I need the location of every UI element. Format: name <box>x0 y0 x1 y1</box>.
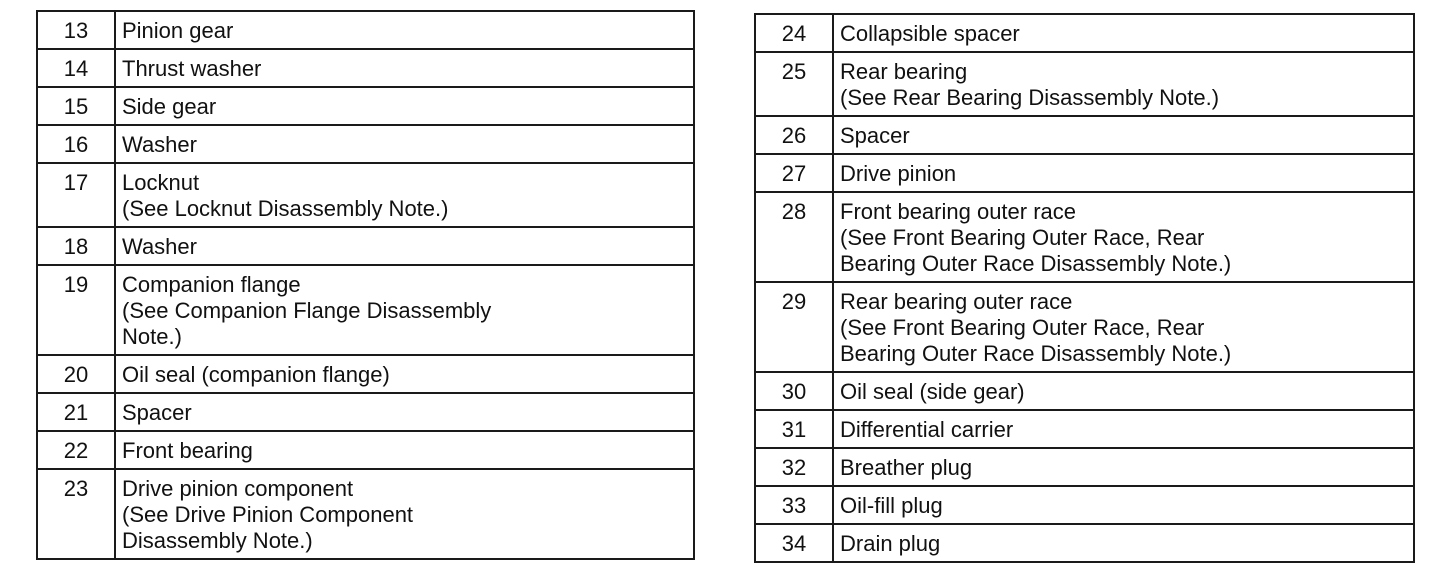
table-row <box>37 469 694 559</box>
part-description <box>115 469 694 559</box>
part-note-line: (See Front Bearing Outer Race, Rear <box>840 315 1205 340</box>
table-row <box>755 154 1414 192</box>
part-description <box>833 154 1414 192</box>
part-description <box>115 87 694 125</box>
part-note-line: (See Locknut Disassembly Note.) <box>122 196 449 221</box>
part-number: 26 <box>755 116 833 154</box>
table-row <box>755 52 1414 116</box>
part-number: 28 <box>755 192 833 282</box>
part-number: 30 <box>755 372 833 410</box>
part-name: Companion flange <box>122 272 301 297</box>
table-row <box>37 393 694 431</box>
table-row <box>37 227 694 265</box>
part-description <box>833 282 1414 372</box>
part-note-line: (See Drive Pinion Component <box>122 502 414 527</box>
part-number: 13 <box>37 11 115 49</box>
part-note-line: Note.) <box>122 324 182 349</box>
part-number: 17 <box>37 163 115 227</box>
part-description <box>115 227 694 265</box>
table-row <box>37 49 694 87</box>
part-number: 23 <box>37 469 115 559</box>
table-row <box>37 87 694 125</box>
part-number: 29 <box>755 282 833 372</box>
part-name: Oil-fill plug <box>840 493 943 518</box>
table-row <box>37 265 694 355</box>
part-name: Locknut <box>122 170 200 195</box>
part-description <box>115 393 694 431</box>
part-note-line: Disassembly Note.) <box>122 528 313 553</box>
part-number: 16 <box>37 125 115 163</box>
part-number: 19 <box>37 265 115 355</box>
part-name: Drain plug <box>840 531 941 556</box>
table-row <box>755 486 1414 524</box>
part-description <box>833 524 1414 562</box>
part-name: Spacer <box>840 123 910 148</box>
part-number: 18 <box>37 227 115 265</box>
table-row <box>37 431 694 469</box>
part-description <box>115 11 694 49</box>
table-row <box>755 410 1414 448</box>
table-row <box>755 14 1414 52</box>
part-number: 33 <box>755 486 833 524</box>
part-note-line: Bearing Outer Race Disassembly Note.) <box>840 341 1232 366</box>
part-note-line: (See Rear Bearing Disassembly Note.) <box>840 85 1220 110</box>
part-description <box>833 116 1414 154</box>
part-description <box>115 431 694 469</box>
part-name: Side gear <box>122 94 217 119</box>
part-number: 22 <box>37 431 115 469</box>
part-name: Front bearing outer race <box>840 199 1077 224</box>
part-description <box>833 14 1414 52</box>
table-row <box>37 355 694 393</box>
part-description <box>833 486 1414 524</box>
part-name: Front bearing <box>122 438 253 463</box>
part-description <box>115 49 694 87</box>
part-number: 15 <box>37 87 115 125</box>
part-name: Washer <box>122 234 197 259</box>
part-number: 27 <box>755 154 833 192</box>
table-row <box>755 192 1414 282</box>
part-number: 21 <box>37 393 115 431</box>
part-name: Drive pinion component <box>122 476 354 501</box>
part-name: Breather plug <box>840 455 973 480</box>
part-name: Pinion gear <box>122 18 234 43</box>
parts-table-left <box>36 10 695 560</box>
part-description <box>833 192 1414 282</box>
part-description <box>115 265 694 355</box>
part-note-line: (See Front Bearing Outer Race, Rear <box>840 225 1205 250</box>
part-description <box>115 125 694 163</box>
part-description <box>833 372 1414 410</box>
part-note-line: (See Companion Flange Disassembly <box>122 298 492 323</box>
parts-table-body <box>37 11 694 559</box>
part-name: Differential carrier <box>840 417 1014 442</box>
part-name: Spacer <box>122 400 192 425</box>
part-name: Rear bearing <box>840 59 968 84</box>
table-row <box>755 448 1414 486</box>
table-row <box>755 282 1414 372</box>
table-row <box>755 372 1414 410</box>
part-number: 34 <box>755 524 833 562</box>
part-number: 32 <box>755 448 833 486</box>
table-row <box>755 524 1414 562</box>
part-number: 31 <box>755 410 833 448</box>
part-note-line: Bearing Outer Race Disassembly Note.) <box>840 251 1232 276</box>
part-name: Drive pinion <box>840 161 957 186</box>
part-number: 24 <box>755 14 833 52</box>
part-description <box>115 163 694 227</box>
part-description <box>115 355 694 393</box>
table-row <box>755 116 1414 154</box>
table-row <box>37 11 694 49</box>
part-description <box>833 52 1414 116</box>
table-row <box>37 125 694 163</box>
part-name: Oil seal (companion flange) <box>122 362 390 387</box>
part-name: Oil seal (side gear) <box>840 379 1025 404</box>
part-number: 25 <box>755 52 833 116</box>
part-description <box>833 448 1414 486</box>
parts-table-right <box>754 13 1415 563</box>
parts-table-body <box>755 14 1414 562</box>
part-name: Washer <box>122 132 197 157</box>
part-number: 20 <box>37 355 115 393</box>
part-number: 14 <box>37 49 115 87</box>
table-row <box>37 163 694 227</box>
part-name: Collapsible spacer <box>840 21 1020 46</box>
part-name: Thrust washer <box>122 56 262 81</box>
part-description <box>833 410 1414 448</box>
part-name: Rear bearing outer race <box>840 289 1073 314</box>
